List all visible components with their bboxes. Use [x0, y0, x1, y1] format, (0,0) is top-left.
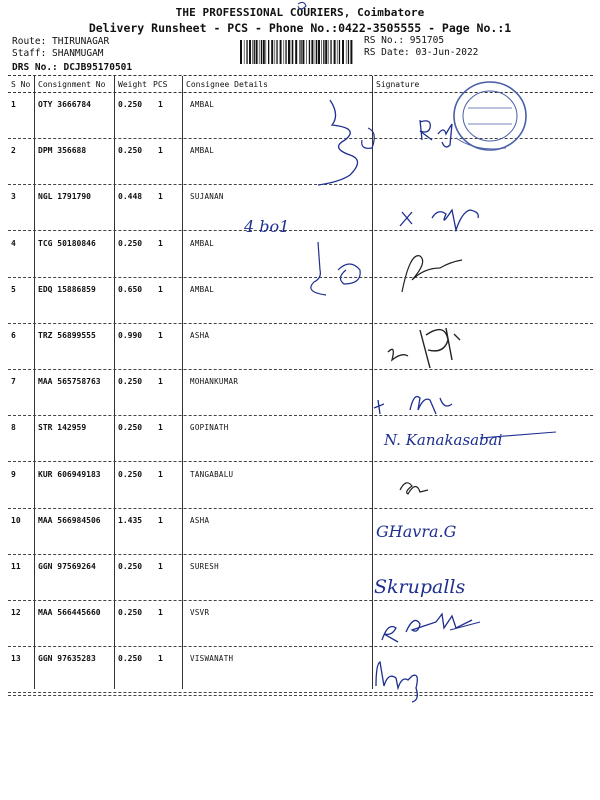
barcode-bar — [256, 40, 258, 64]
pcs-value: 1 — [158, 284, 163, 294]
weight-value: 1.435 — [118, 515, 143, 525]
weight-value: 0.650 — [118, 284, 143, 294]
table-row — [0, 604, 600, 650]
barcode-bar — [252, 40, 253, 64]
weight-value: 0.250 — [118, 377, 143, 387]
row-separator — [8, 277, 593, 278]
consignment-number: TRZ 56899555 — [38, 331, 96, 340]
barcode-bar — [342, 40, 344, 64]
sno-cell: 13 — [11, 654, 21, 664]
header-left-block — [12, 36, 132, 74]
consignee-name: VISWANATH — [190, 654, 234, 664]
consignment-number: EDQ 15886859 — [38, 284, 96, 294]
barcode-bar — [288, 40, 290, 64]
table-row — [0, 188, 600, 234]
weight-value: 0.250 — [118, 562, 143, 571]
row-separator — [8, 600, 593, 601]
consignee-name: AMBAL — [190, 284, 215, 294]
signature-row8: N. Kanakasabai — [384, 431, 503, 449]
signature-row11: Skrupalls — [374, 576, 466, 598]
consignment-number: GGN 97569264 — [38, 562, 96, 571]
barcode-image — [240, 40, 355, 64]
pcs-value: 1 — [158, 469, 163, 479]
barcode-bar — [263, 40, 265, 64]
barcode-bar — [246, 40, 247, 64]
consignee-name: SURESH — [190, 562, 219, 571]
table-row — [0, 327, 600, 373]
row-separator — [8, 692, 593, 693]
barcode-bar — [337, 40, 338, 64]
row-separator — [8, 323, 593, 324]
signature-row10: GHavra.G — [376, 522, 457, 541]
barcode-bar — [299, 40, 300, 64]
pcs-value: 1 — [158, 100, 163, 109]
col-header-consignment: Consignment No — [38, 80, 106, 89]
rs-date: RS Date: 03-Jun-2022 — [364, 47, 479, 58]
courier-stamp-image — [446, 78, 530, 156]
pcs-value: 1 — [158, 562, 163, 571]
consignment-number: DPM 356688 — [38, 146, 87, 156]
col-header-signature: Signature — [376, 80, 420, 89]
col-header-sno: S No — [11, 80, 31, 89]
barcode-bar — [323, 40, 324, 64]
weight-value: 0.250 — [118, 654, 143, 664]
barcode-bar — [316, 40, 317, 64]
route-label: Route: THIRUNAGAR — [12, 36, 110, 47]
consignment-number: NGL 1791790 — [38, 192, 91, 202]
weight-value: 0.990 — [118, 331, 143, 340]
barcode-bar — [309, 40, 310, 64]
consignment-number: MAA 565758763 — [38, 377, 101, 387]
sno-cell: 10 — [11, 515, 21, 525]
consignment-number: TCG 50180846 — [38, 238, 96, 248]
header-top-rule — [8, 75, 593, 76]
col-header-pcs: PCS — [153, 80, 168, 89]
consignee-name: TANGABALU — [190, 469, 234, 479]
sno-cell: 9 — [11, 469, 16, 479]
row-separator — [8, 369, 593, 370]
barcode-bar — [261, 40, 262, 64]
sno-cell: 11 — [11, 562, 21, 571]
sno-cell: 12 — [11, 608, 21, 618]
pcs-value: 1 — [158, 423, 163, 433]
barcode-bar — [339, 40, 340, 64]
barcode-bar — [328, 40, 329, 64]
weight-value: 0.250 — [118, 423, 143, 433]
drs-number: DRS No.: DCJB95170501 — [12, 62, 133, 73]
weight-value: 0.250 — [118, 238, 143, 248]
barcode-bar — [300, 40, 301, 64]
consignment-number: KUR 606949183 — [38, 469, 101, 479]
pcs-value: 1 — [158, 146, 163, 156]
barcode-bar — [295, 40, 297, 64]
table-row — [0, 650, 600, 696]
col-header-details: Consignee Details — [186, 80, 268, 89]
table-row — [0, 373, 600, 419]
pcs-value: 1 — [158, 238, 163, 248]
barcode-bar — [321, 40, 322, 64]
sno-cell: 4 — [11, 238, 16, 248]
table-row — [0, 235, 600, 281]
consignee-name: AMBAL — [190, 100, 215, 109]
pcs-value: 1 — [158, 192, 163, 202]
consignee-name: AMBAL — [190, 146, 215, 156]
barcode-bar — [276, 40, 277, 64]
sno-cell: 2 — [11, 146, 16, 156]
table-row — [0, 281, 600, 327]
barcode-bar — [292, 40, 293, 64]
header-right-block — [364, 35, 478, 59]
document-subtitle: Delivery Runsheet - PCS - Phone No.:0422-3505555 - Page No.:1 — [88, 21, 512, 35]
barcode-bar — [346, 40, 347, 64]
consignee-name: VSVR — [190, 608, 210, 618]
handwritten-note-row3: 4 bo1 — [244, 217, 290, 236]
pcs-value: 1 — [158, 608, 163, 618]
barcode-bar — [249, 40, 251, 64]
table-row — [0, 512, 600, 558]
sno-cell: 5 — [11, 284, 16, 294]
barcode-bar — [275, 40, 276, 64]
barcode-bar — [280, 40, 282, 64]
row-separator — [8, 508, 593, 509]
barcode-bar — [325, 40, 327, 64]
barcode-bar — [334, 40, 336, 64]
barcode-bar — [318, 40, 320, 64]
table-row — [0, 558, 600, 604]
barcode-bar — [271, 40, 273, 64]
consignment-number: OTY 3666784 — [38, 100, 91, 109]
consignment-number: STR 142959 — [38, 423, 87, 433]
sno-cell: 8 — [11, 423, 16, 433]
consignee-name: ASHA — [190, 331, 210, 340]
table-bottom-rule — [8, 695, 593, 696]
barcode-bar — [254, 40, 255, 64]
row-separator — [8, 184, 593, 185]
consignment-number: GGN 97635283 — [38, 654, 96, 664]
barcode-bar — [284, 40, 285, 64]
document-title: THE PROFESSIONAL COURIERS, Coimbatore — [175, 6, 425, 19]
consignee-name: ASHA — [190, 515, 210, 525]
consignment-number: MAA 566984506 — [38, 515, 101, 525]
consignee-name: SUJANAN — [190, 192, 224, 202]
consignee-name: AMBAL — [190, 238, 215, 248]
pcs-value: 1 — [158, 654, 163, 664]
barcode-bar — [315, 40, 316, 64]
weight-value: 0.448 — [118, 192, 143, 202]
sno-cell: 6 — [11, 331, 16, 340]
pcs-value: 1 — [158, 331, 163, 340]
consignee-name: MOHANKUMAR — [190, 377, 239, 387]
row-separator — [8, 646, 593, 647]
sno-cell: 7 — [11, 377, 16, 387]
table-row — [0, 419, 600, 465]
barcode-bar — [244, 40, 245, 64]
weight-value: 0.250 — [118, 608, 143, 618]
barcode-bar — [259, 40, 260, 64]
barcode-bar — [350, 40, 352, 64]
row-separator — [8, 415, 593, 416]
barcode-bar — [240, 40, 242, 64]
barcode-bar — [348, 40, 349, 64]
consignment-number: MAA 566445660 — [38, 608, 101, 618]
barcode-bar — [285, 40, 286, 64]
rs-number: RS No.: 951705 — [364, 35, 445, 46]
consignee-name: GOPINATH — [190, 423, 229, 433]
barcode-bar — [311, 40, 313, 64]
table-row — [0, 466, 600, 512]
sno-cell: 3 — [11, 192, 16, 202]
barcode-bar — [291, 40, 292, 64]
pcs-value: 1 — [158, 515, 163, 525]
weight-value: 0.250 — [118, 469, 143, 479]
sno-cell: 1 — [11, 100, 16, 109]
barcode-bar — [266, 40, 267, 64]
row-separator — [8, 461, 593, 462]
row-separator — [8, 554, 593, 555]
barcode-bar — [268, 40, 269, 64]
weight-value: 0.250 — [118, 146, 143, 156]
row-separator — [8, 230, 593, 231]
barcode-bar — [302, 40, 304, 64]
weight-value: 0.250 — [118, 100, 143, 109]
barcode-bar — [306, 40, 307, 64]
pcs-value: 1 — [158, 377, 163, 387]
barcode-bar — [330, 40, 331, 64]
staff-label: Staff: SHANMUGAM — [12, 47, 104, 59]
col-header-weight: Weight — [118, 80, 147, 89]
